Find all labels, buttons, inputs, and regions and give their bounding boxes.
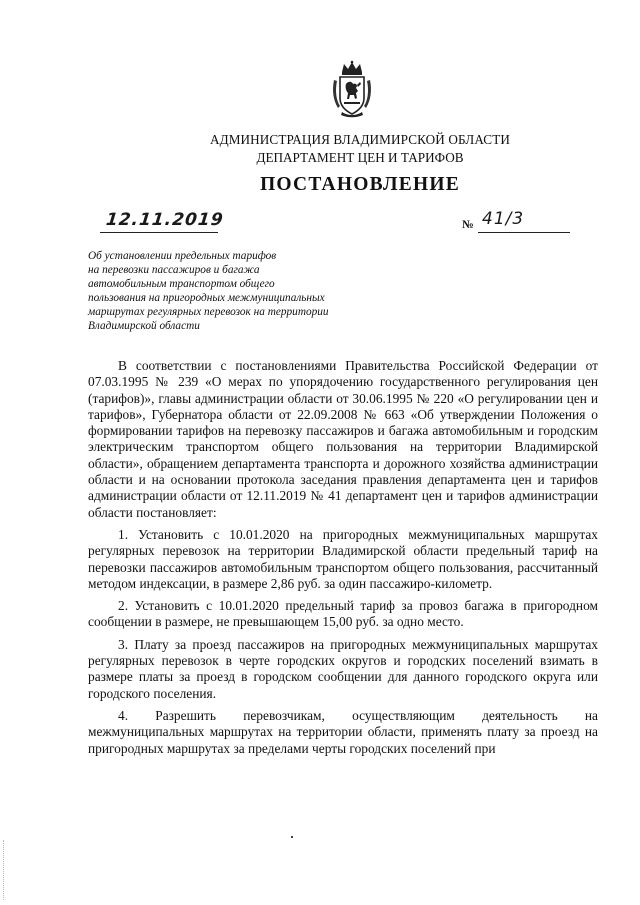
subject-line: Об установлении предельных тарифов [88, 250, 277, 262]
scan-edge [3, 840, 5, 900]
subject-line: на перевозки пассажиров и багажа [88, 264, 260, 277]
document-title: ПОСТАНОВЛЕНИЕ [260, 174, 460, 195]
subject-line: Владимирской области [88, 320, 200, 333]
date-underline [100, 232, 218, 233]
clause-3-paragraph: 3. Плату за проезд пассажиров на пригородных межмуниципальных маршрутах регулярных перевозок в черте городских округов и городских поселений взимать в размере платы за проезд в городском сообщении для данного городского округа или городского поселения. [88, 636, 598, 701]
document-number: 41/3 [482, 209, 525, 229]
preamble-paragraph: В соответствии с постановлениями Правительства Российской Федерации от 07.03.1995 № 239 «О мерах по упорядочению государственного регулирования цен (тарифов)», главы администрации области от 30.06.1995 № 220 «О регулировании цен и тарифов», Губернатора области от 22.09.2008 № 663 «Об утверждении Положения о формировании тарифов на перевозку пассажиров и багажа автомобильным и городским электрическим транспортом общего пользования на территории Владимирской области», обращением департамента транспорта и дорожного хозяйства администрации области и на основании протокола заседания правления департамента цен и тарифов администрации области от 12.11.2019 № 41 департамент цен и тарифов администрации области постановляет: [88, 358, 598, 520]
number-underline [478, 232, 570, 233]
document-subject [88, 249, 388, 334]
scan-dot [291, 836, 293, 838]
clause-2-paragraph: 2. Установить с 10.01.2020 предельный тариф за провоз багажа в пригородном сообщении в размере, не превышающем 15,00 руб. за одно место. [88, 598, 598, 630]
subject-line: автомобильным транспортом общего [88, 278, 275, 291]
subject-line: маршрутах регулярных перевозок на территории [88, 306, 329, 319]
number-label: № [462, 219, 474, 231]
clause-4-paragraph: 4. Разрешить перевозчикам, осуществляющим деятельность на межмуниципальных маршрутах на территории области, применять плату за проезд на пригородных маршрутах за пределами черты городских поселений при [88, 707, 598, 756]
subject-line: пользования на пригородных межмуниципальных [88, 292, 325, 305]
document-date: 12.11.2019 [104, 210, 225, 230]
clause-1-paragraph: 1. Установить с 10.01.2020 на пригородных межмуниципальных маршрутах регулярных перевозок на территории Владимирской области предельный тариф на перевозки пассажиров автомобильным транспортом общего пользования, рассчитанный методом индексации, в размере 2,86 руб. за один пассажиро-километр. [88, 526, 598, 591]
coat-of-arms-icon [330, 60, 374, 118]
organization-name: АДМИНИСТРАЦИЯ ВЛАДИМИРСКОЙ ОБЛАСТИ [210, 132, 510, 147]
document-body [88, 358, 598, 763]
department-name: ДЕПАРТАМЕНТ ЦЕН И ТАРИФОВ [256, 150, 464, 165]
